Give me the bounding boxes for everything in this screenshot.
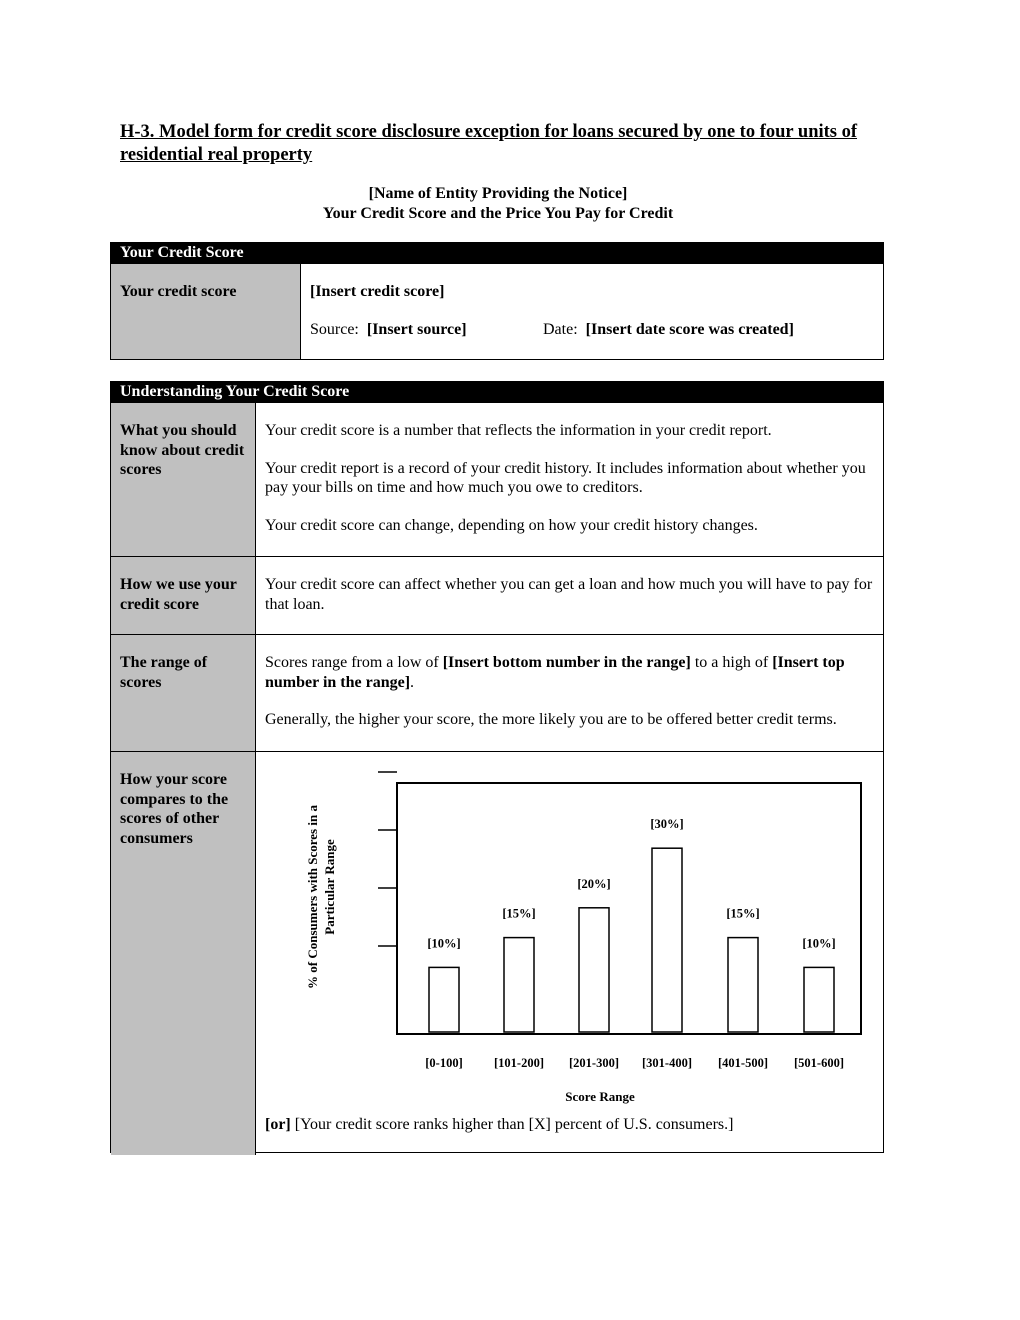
paragraph: Your credit score can affect whether you can get a loan and how much you will have to pay for that loan. (265, 576, 873, 613)
alternative-ranking-text: [or] [Your credit score ranks higher than [X] percent of U.S. consumers.] (265, 1116, 734, 1133)
bar (652, 848, 682, 1032)
range-high: [Insert top number in the range] (265, 654, 845, 691)
row-what-to-know (111, 402, 883, 556)
x-tick-label: [101-200] (494, 1056, 544, 1070)
row-content (256, 403, 883, 556)
row-content (256, 752, 883, 1155)
row-comparison (111, 751, 883, 1155)
date-value: [Insert date score was created] (585, 320, 794, 338)
bar-data-label: [10%] (802, 936, 836, 951)
row-content (256, 635, 883, 751)
paragraph: Your credit score can change, depending on how your credit history changes. (265, 516, 758, 534)
x-tick-label: [501-600] (794, 1056, 844, 1070)
paragraph: Your credit report is a record of your credit history. It includes information about whether you pay your bills on time and how much you owe to creditors. (265, 459, 866, 496)
x-tick-label: [301-400] (642, 1056, 692, 1070)
understanding-box (110, 381, 884, 1153)
row-content (256, 557, 883, 634)
range-paragraph: Scores range from a low of [Insert bottom number in the range] to a high of [Insert top number in the range]. (265, 654, 845, 691)
entity-name: [Name of Entity Providing the Notice] (368, 185, 628, 202)
range-low: [Insert bottom number in the range] (442, 654, 691, 671)
y-axis-label: % of Consumers with Scores in a (305, 805, 320, 989)
x-tick-label: [0-100] (425, 1056, 463, 1070)
bar (579, 908, 609, 1032)
bar (804, 967, 834, 1032)
row-label: What you should know about credit scores (111, 403, 256, 556)
understanding-header: Understanding Your Credit Score (111, 382, 883, 402)
credit-score-placeholder: [Insert credit score] (310, 283, 445, 300)
bar (429, 967, 459, 1032)
credit-score-header: Your Credit Score (111, 243, 883, 263)
score-distribution-chart (256, 752, 883, 1112)
y-axis-label: Particular Range (322, 839, 337, 935)
credit-score-box (110, 242, 884, 360)
source-value: [Insert source] (366, 320, 467, 338)
score-date (543, 320, 794, 340)
form-heading: H-3. Model form for credit score disclosure exception for loans secured by one to four units of residential real property (120, 122, 858, 165)
row-label: How we use your credit score (111, 557, 256, 634)
x-tick-label: [401-500] (718, 1056, 768, 1070)
credit-score-label: Your credit score (111, 264, 301, 359)
x-axis-label: Score Range (565, 1089, 635, 1104)
bar-data-label: [15%] (726, 906, 760, 921)
plot-frame (397, 783, 861, 1034)
credit-score-content (301, 264, 883, 359)
row-how-we-use (111, 556, 883, 634)
x-tick-label: [201-300] (569, 1056, 619, 1070)
bar-data-label: [10%] (427, 936, 461, 951)
paragraph: Your credit score is a number that reflects the information in your credit report. (265, 422, 772, 439)
bar (504, 938, 534, 1032)
row-range (111, 634, 883, 751)
bar (728, 938, 758, 1032)
row-label: How your score compares to the scores of other consumers (111, 752, 256, 1155)
date-label: Date: (543, 320, 578, 338)
notice-title: Your Credit Score and the Price You Pay for Credit (322, 205, 674, 222)
bar-data-label: [20%] (577, 876, 611, 891)
bar-data-label: [15%] (502, 906, 536, 921)
score-source (310, 320, 543, 340)
source-label: Source: (310, 320, 359, 338)
paragraph: Generally, the higher your score, the more likely you are to be offered better credit terms. (265, 711, 837, 728)
row-label: The range of scores (111, 635, 256, 751)
bar-data-label: [30%] (650, 817, 684, 832)
